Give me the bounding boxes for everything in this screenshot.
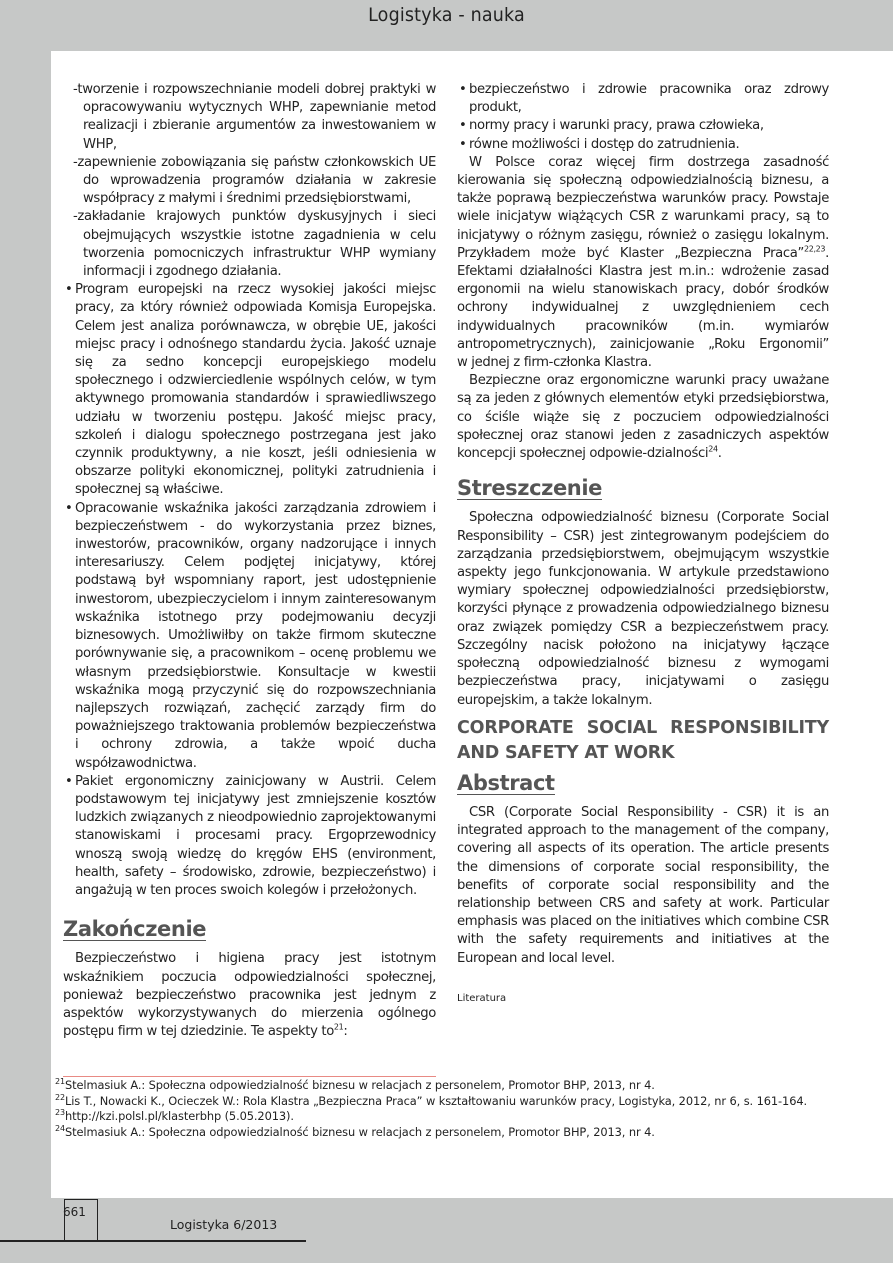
summary-heading-wrap xyxy=(457,476,829,501)
bullet-list-item xyxy=(63,500,436,773)
bullet-icon: • xyxy=(459,136,467,152)
bullet-icon: • xyxy=(459,118,467,134)
footnote-text: Lis T., Nowacki K., Ocieczek W.: Rola Klastra „Bezpieczna Praca” w kształtowaniu warunków pracy, Logistyka, 2012, nr 6, s. 161-164. xyxy=(64,1093,808,1108)
bullet-text: równe możliwości i dostęp do zatrudnienia. xyxy=(469,136,740,152)
page-number: 661 xyxy=(63,1205,86,1219)
literature-label: Literatura xyxy=(457,992,507,1004)
bullet-text: Program europejski na rzecz wysokiej jakości miejsc pracy, za który również odpowiada Komisja Europejska. Celem jest analiza porównawcza, w obrębie UE, jakości miejsc pracy i odnośnego standardu życia. Jakość uznaje się za sedno koncepcji europejskiego modelu społecznego i odzwierciedlenie wspólnych celów, w tym aktywnego promowania standardów i sprawiedliwszego udziału w tworzeniu postępu. Jakość miejsc pracy, szkoleń i dialogu społecznego postrzegana jest jako czynnik produktywny, a nie koszt, jeśli odniesienia w obszarze polityki ekonomicznej, polityki zatrudnienia i społecznej są właściwe. xyxy=(75,282,436,498)
bullet-list-item xyxy=(457,136,829,154)
document-page xyxy=(51,51,893,1198)
dash-list-item: -zapewnienie zobowiązania się państw członkowskich UE do wprowadzenia programów działania w zakresie współpracy z małymi i średnimi przedsiębiorstwami, xyxy=(73,154,436,207)
dash-list xyxy=(63,81,436,281)
bullet-icon: • xyxy=(65,282,73,298)
paragraph-text: W Polsce coraz więcej firm dostrzega zasadność kierowania się społeczną odpowiedzialnością biznesu, a także poprawą bezpieczeństwa warunków pracy. Powstaje wiele inicjatyw wiążących CSR z warunkami pracy, są to inicjatywy o różnym zasięgu, również o zasięgu lokalnym. Przykładem może być Klaster „Bezpieczna Praca” xyxy=(457,154,829,261)
bullet-list-item xyxy=(457,81,829,117)
footnote-divider xyxy=(63,1076,436,1077)
abstract-heading-wrap xyxy=(457,770,829,796)
dash-list-item: -zakładanie krajowych punktów dyskusyjnych i sieci obejmujących wszystkie istotne zagadnienia w celu tworzenia pomocniczych infrastruktur WHP wymiany informacji i zgodnego działania. xyxy=(73,209,436,280)
paragraph-text: . Efektami działalności Klastra jest m.in.: wdrożenie zasad ergonomii na wielu stanowiskach pracy, dobór środków ochrony indywidualnej z uwzględnieniem cech indywidualnych pracowników (m.in. wymiarów antropometrycznych), zainicjowanie „Roku Ergonomii” w jednej z firm-członka Klastra. xyxy=(457,245,891,371)
summary-heading: Streszczenie xyxy=(457,476,602,501)
bullet-list-item xyxy=(63,281,436,499)
footnote xyxy=(55,1094,835,1110)
journal-footer: Logistyka 6/2013 xyxy=(170,1217,278,1232)
bullet-list xyxy=(63,281,436,900)
bullet-list-item xyxy=(63,773,436,900)
abstract-paragraph: CSR (Corporate Social Responsibility - CSR) it is an integrated approach to the management of the company, covering all aspects of its operation. The article presents the dimensions of corporate social responsibility, the benefits of corporate social responsibility and the relationship between CRS and safety at work. Particular emphasis was placed on the initiatives which combine CSR with the safety requirements and initiatives at the European and local level. xyxy=(457,804,829,966)
footnote xyxy=(55,1125,835,1141)
footnote xyxy=(55,1078,835,1094)
abstract-heading: Abstract xyxy=(457,770,555,795)
conclusion-text: Bezpieczeństwo i higiena pracy jest istotnym wskaźnikiem poczucia odpowiedzialności społecznej, ponieważ bezpieczeństwo pracownika jest jednym z aspektów wykorzystywanych do mierzenia ogólnego postępu firm w tej dziedzinie. Te aspekty to xyxy=(63,951,436,1040)
footnote-text: Stelmasiuk A.: Społeczna odpowiedzialność biznesu w relacjach z personelem, Promotor BHP, 2013, nr 4. xyxy=(64,1078,655,1092)
footnote-text[interactable]: http://kzi.polsl.pl/klasterbhp (5.05.2013). xyxy=(64,1109,294,1124)
aspects-bullet-list xyxy=(457,81,829,154)
paragraph-text: Bezpieczne oraz ergonomiczne warunki pracy uważane są za jeden z głównych elementów etyki przedsiębiorstwa, co ściśle wiąże się z poczuciem odpowiedzialności społecznej oraz stanowi jeden z zasadniczych aspektów koncepcji społecznej odpowie-dzialności xyxy=(457,373,829,462)
footnote xyxy=(55,1109,835,1125)
english-title: CORPORATE SOCIAL RESPONSIBILITY AND SAFETY AT WORK xyxy=(457,717,829,763)
conclusion-tail: : xyxy=(343,1024,348,1040)
footnote-number: 23 xyxy=(55,1108,65,1118)
footnote-ref[interactable]: 21 xyxy=(333,1022,344,1032)
running-head: Logistyka - nauka xyxy=(368,4,525,26)
bullet-text: bezpieczeństwo i zdrowie pracownika oraz zdrowy produkt, xyxy=(469,82,829,116)
ergonomics-paragraph xyxy=(457,372,829,463)
footnotes xyxy=(55,1078,835,1140)
bullet-list-item xyxy=(457,117,829,135)
bullet-icon: • xyxy=(65,773,73,789)
conclusion-paragraph xyxy=(63,950,436,1041)
bullet-text: normy pracy i warunki pracy, prawa człowieka, xyxy=(469,118,764,134)
footnote-ref[interactable]: 24 xyxy=(708,444,718,454)
bullet-icon: • xyxy=(459,82,467,97)
poland-paragraph xyxy=(457,154,891,372)
summary-paragraph: Społeczna odpowiedzialność biznesu (Corporate Social Responsibility – CSR) jest zintegrowanym podejściem do zarządzania przedsiębiorstwem, obejmującym wszystkie aspekty jego funkcjonowania. W artykule przedstawiono wymiary społecznej odpowiedzialności przedsiębiorstw, korzyści płynące z prowadzenia odpowiedzialnego biznesu oraz związek pomiędzy CSR a bezpieczeństwem pracy. Szczególny nacisk położono na inicjatywy łączące społeczną odpowiedzialność biznesu z wymogami bezpieczeństwa pracy, inicjatywami o zasięgu europejskim, a także lokalnym. xyxy=(457,510,829,708)
bullet-icon: • xyxy=(65,500,73,516)
footnote-ref[interactable]: 22,23 xyxy=(804,244,826,254)
conclusion-heading: Zakończenie xyxy=(63,917,207,942)
bullet-text: Opracowanie wskaźnika jakości zarządzania zdrowiem i bezpieczeństwem - do wykorzystania przez biznes, inwestorów, pracowników, organy nadzorujące i innych interesariuszy. Celem podjętej inicjatywy, której podstawą był wspomniany raport, jest udostępnienie inwestorom, ubezpieczycielom i innym zainteresowanym wskaźnika istotnego przy podejmowaniu decyzji biznesowych. Umożliwiłby on także firmom skuteczne porównywanie się, a pracownikom – ocenę problemu we własnym przedsiębiorstwie. Konsultacje w kwestii wskaźnika mogą przyczynić się do rozpowszechniania najlepszych rozwiązań, zachęcić zarządy firm do poważniejszego traktowania problemów bezpieczeństwa i ochrony zdrowia, a także wpoić ducha współzawodnictwa. xyxy=(75,500,436,771)
footnote-number: 21 xyxy=(55,1077,65,1087)
bullet-text: Pakiet ergonomiczny zainicjowany w Austrii. Celem podstawowym tej inicjatywy jest zmniejszenie kosztów ludzkich związanych z nieodpowiednio zaprojektowanymi stanowiskami i procesami pracy. Ergoprzewodnicy wnoszą swoją wiedzę do kręgów EHS (environment, health, safety – środowisko, zdrowie, bezpieczeństwo) i angażują w ten proces swoich kolegów i przełożonych. xyxy=(75,773,436,898)
footnote-text: Stelmasiuk A.: Społeczna odpowiedzialność biznesu w relacjach z personelem, Promotor BHP, 2013, nr 4. xyxy=(64,1124,655,1139)
right-column xyxy=(457,81,891,1008)
left-column xyxy=(63,81,436,1041)
footnote-number: 24 xyxy=(55,1123,65,1133)
footer-divider xyxy=(0,1240,306,1242)
dash-list-item: -tworzenie i rozpowszechnianie modeli dobrej praktyki w opracowywaniu wytycznych WHP, zapewnianie metod realizacji i zbieranie argumentów za inwestowaniem w WHP, xyxy=(73,82,436,152)
paragraph-text: . xyxy=(717,446,722,462)
conclusion-heading-wrap xyxy=(63,917,436,942)
footnote-number: 22 xyxy=(55,1092,65,1102)
